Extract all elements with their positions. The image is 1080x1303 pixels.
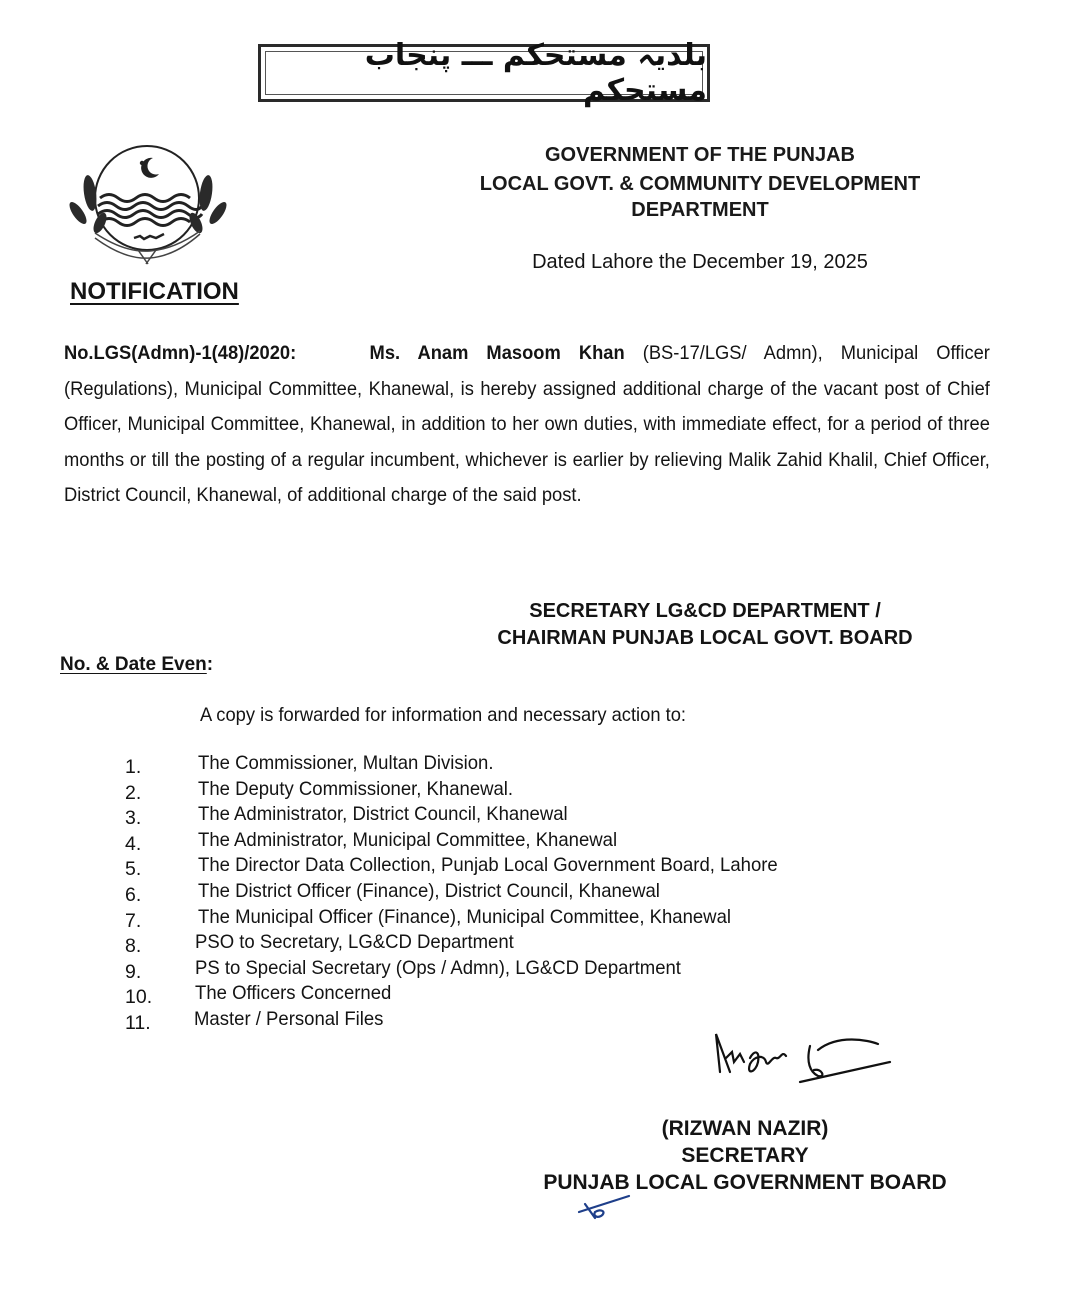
signatory-designation: SECRETARY [681, 1144, 809, 1167]
list-text: PS to Special Secretary (Ops / Admn), LG&CD Department [195, 956, 681, 979]
endorsement-heading [60, 654, 213, 676]
list-text: The District Officer (Finance), District Council, Khanewal [198, 879, 660, 902]
urdu-slogan: بلدیہ مستحکم ـــ پنجاب مستحکم [364, 38, 707, 108]
endorsement-heading-colon: : [206, 654, 214, 675]
authority-line-1: SECRETARY LG&CD DEPARTMENT / [529, 600, 881, 622]
list-number: 10. [125, 986, 153, 1009]
list-text: The Municipal Officer (Finance), Municipal Committee, Khanewal [198, 905, 731, 928]
officer-name: Ms. Anam Masoom Khan [369, 342, 625, 364]
list-text: The Deputy Commissioner, Khanewal. [198, 777, 514, 800]
list-text: The Commissioner, Multan Division. [198, 752, 494, 774]
dated-line: Dated Lahore the December 19, 2025 [532, 251, 868, 273]
header-government: GOVERNMENT OF THE PUNJAB [544, 144, 856, 166]
list-number: 2. [125, 781, 142, 804]
punjab-emblem-icon [60, 138, 235, 273]
list-number: 6. [125, 883, 142, 906]
list-number: 8. [125, 935, 142, 958]
list-number: 5. [125, 858, 142, 881]
forward-intro: A copy is forwarded for information and necessary action to: [200, 704, 687, 726]
signatory-name: (RIZWAN NAZIR) [661, 1117, 829, 1140]
list-number: 11. [125, 1011, 151, 1034]
signatory-organization: PUNJAB LOCAL GOVERNMENT BOARD [543, 1171, 947, 1194]
authority-line-2: CHAIRMAN PUNJAB LOCAL GOVT. BOARD [497, 627, 913, 649]
list-number: 7. [125, 909, 142, 932]
notification-number: No.LGS(Admn)-1(48)/2020: [64, 342, 297, 364]
list-number: 1. [125, 756, 142, 778]
list-text: The Administrator, Municipal Committee, Khanewal [198, 828, 618, 851]
notification-title: NOTIFICATION [70, 278, 239, 305]
endorsement-heading-text: No. & Date Even [60, 654, 207, 675]
list-number: 4. [125, 832, 142, 855]
list-number: 3. [125, 807, 142, 830]
list-text: The Officers Concerned [195, 982, 392, 1005]
list-text: The Administrator, District Council, Khanewal [198, 803, 568, 826]
header-department-cont: DEPARTMENT [631, 199, 769, 221]
urdu-slogan-banner [258, 38, 710, 108]
notification-text: (BS-17/LGS/ Admn), Municipal Officer (Regulations), Municipal Committee, Khanewal, is hereby assigned additional charge of the vacant post of Chief Officer, Municipal Committee, Khanewal, in addition to her own duties, with immediate effect, for a period of three months or till the posting of a regular incumbent, whichever is earlier by relieving Malik Zahid Khalil, Chief Officer, District Council, Khanewal, of additional charge of the said post. [64, 342, 990, 506]
list-text: PSO to Secretary, LG&CD Department [195, 931, 514, 954]
list-text: Master / Personal Files [194, 1007, 384, 1030]
header-department: LOCAL GOVT. & COMMUNITY DEVELOPMENT [479, 173, 921, 195]
list-number: 9. [125, 960, 142, 983]
notification-body [64, 336, 990, 514]
crescent-icon [141, 158, 159, 178]
blue-pen-mark-icon [575, 1190, 635, 1220]
list-text: The Director Data Collection, Punjab Local Government Board, Lahore [198, 854, 778, 877]
star-icon [140, 161, 144, 165]
signature-icon [700, 1028, 900, 1098]
